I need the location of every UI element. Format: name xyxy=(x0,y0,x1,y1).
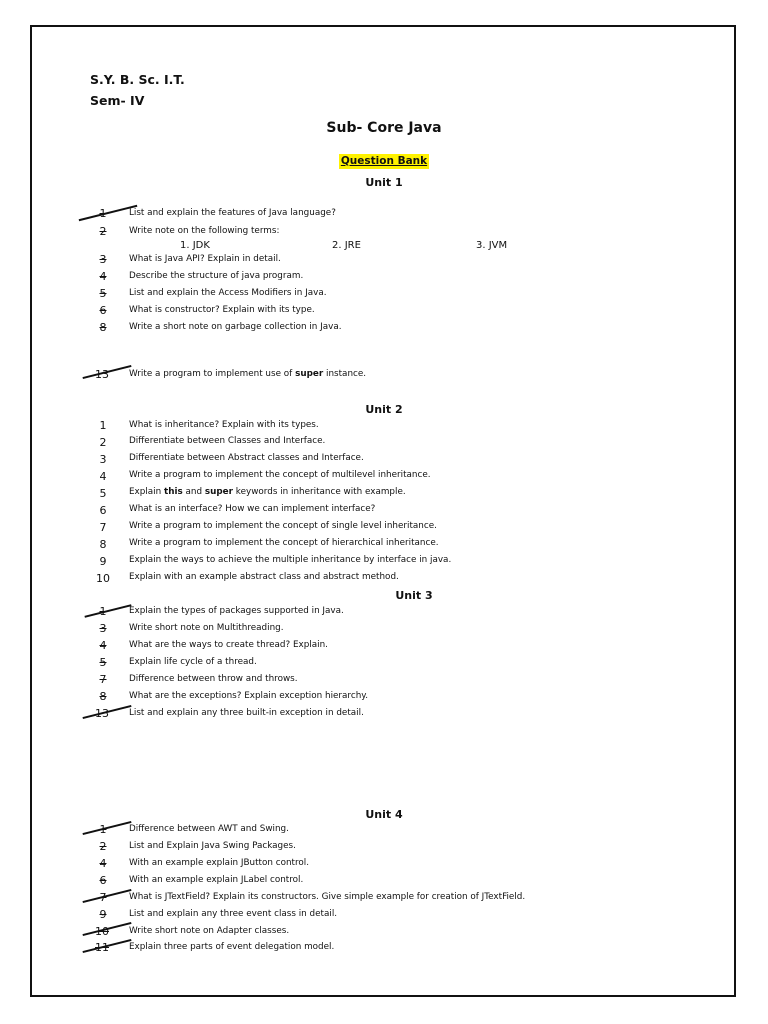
unit3-q1-number: 1 xyxy=(99,605,107,618)
unit1-q5-text: List and explain the Access Modifiers in Java. xyxy=(129,288,327,298)
unit4-q4-number: 4 xyxy=(99,857,107,870)
unit1-q8-number: 8 xyxy=(99,321,107,334)
unit3-q7-number: 7 xyxy=(99,673,107,686)
unit2-q4-text: Write a program to implement the concept of multilevel inheritance. xyxy=(129,470,431,480)
unit1-q3-number: 3 xyxy=(99,253,107,266)
unit4-q6-text: With an example explain JLabel control. xyxy=(129,875,304,885)
unit4-heading: Unit 4 xyxy=(365,808,403,821)
subject-title: Sub- Core Java xyxy=(326,120,442,136)
unit2-q7-text: Write a program to implement the concept of single level inheritance. xyxy=(129,521,437,531)
unit4-q4-text: With an example explain JButton control. xyxy=(129,858,310,868)
semester-label: Sem- IV xyxy=(90,93,145,108)
unit1-q5-number: 5 xyxy=(99,287,107,300)
unit2-q3-number: 3 xyxy=(99,453,107,466)
unit3-q8-text: What are the exceptions? Explain exception hierarchy. xyxy=(129,691,369,701)
unit1-q13-text: Write a program to implement use of super instance. xyxy=(129,369,367,379)
term-jre: 2. JRE xyxy=(332,240,361,251)
unit2-q5-text: Explain this and super keywords in inheritance with example. xyxy=(129,487,406,497)
unit1-q2-number: 2 xyxy=(99,225,107,238)
unit1-q4-number: 4 xyxy=(99,270,107,283)
unit2-q8-number: 8 xyxy=(99,538,107,551)
unit4-q10-number: 10 xyxy=(95,925,109,938)
unit4-q10-text: Write short note on Adapter classes. xyxy=(129,926,290,936)
unit1-q13-number: 13 xyxy=(95,368,109,381)
unit4-q1-number: 1 xyxy=(99,823,107,836)
unit3-heading: Unit 3 xyxy=(395,589,433,602)
unit2-q9-text: Explain the ways to achieve the multiple inheritance by interface in java. xyxy=(129,555,452,565)
unit4-q2-text: List and Explain Java Swing Packages. xyxy=(129,841,296,851)
term-jdk: 1. JDK xyxy=(180,240,210,251)
unit1-q8-text: Write a short note on garbage collection in Java. xyxy=(129,322,342,332)
unit3-q1-text: Explain the types of packages supported in Java. xyxy=(129,606,344,616)
unit2-q6-text: What is an interface? How we can implement interface? xyxy=(129,504,376,514)
unit4-q7-text: What is JTextField? Explain its constructors. Give simple example for creation of JTextField. xyxy=(129,892,526,902)
unit3-q5-text: Explain life cycle of a thread. xyxy=(129,657,257,667)
unit1-q1-number: 1 xyxy=(99,207,107,220)
unit2-q10-number: 10 xyxy=(96,572,110,585)
unit4-q11-text: Explain three parts of event delegation model. xyxy=(129,942,335,952)
unit4-q9-number: 9 xyxy=(99,908,107,921)
unit1-q1-text: List and explain the features of Java language? xyxy=(129,208,336,218)
unit4-q11-number: 11 xyxy=(95,941,109,954)
question-bank-label: Question Bank xyxy=(340,155,428,167)
unit2-heading: Unit 2 xyxy=(365,403,403,416)
unit2-q2-number: 2 xyxy=(99,436,107,449)
unit2-q2-text: Differentiate between Classes and Interface. xyxy=(129,436,326,446)
unit4-q1-text: Difference between AWT and Swing. xyxy=(129,824,289,834)
unit2-q1-number: 1 xyxy=(99,419,107,432)
unit3-q7-text: Difference between throw and throws. xyxy=(129,674,298,684)
unit3-q13-text: List and explain any three built-in exception in detail. xyxy=(129,708,364,718)
unit2-q10-text: Explain with an example abstract class and abstract method. xyxy=(129,572,399,582)
unit2-q5-number: 5 xyxy=(99,487,107,500)
unit2-q9-number: 9 xyxy=(99,555,107,568)
unit1-heading: Unit 1 xyxy=(365,176,403,189)
unit2-q6-number: 6 xyxy=(99,504,107,517)
unit4-q2-number: 2 xyxy=(99,840,107,853)
course-label: S.Y. B. Sc. I.T. xyxy=(90,72,185,87)
unit3-q13-number: 13 xyxy=(95,707,109,720)
unit1-q2-text: Write note on the following terms: xyxy=(129,226,280,236)
unit4-q6-number: 6 xyxy=(99,874,107,887)
unit1-q6-number: 6 xyxy=(99,304,107,317)
unit1-q6-text: What is constructor? Explain with its type. xyxy=(129,305,315,315)
unit2-q4-number: 4 xyxy=(99,470,107,483)
unit2-q3-text: Differentiate between Abstract classes and Interface. xyxy=(129,453,364,463)
unit1-q4-text: Describe the structure of java program. xyxy=(129,271,304,281)
unit3-q3-number: 3 xyxy=(99,622,107,635)
unit2-q7-number: 7 xyxy=(99,521,107,534)
unit1-q3-text: What is Java API? Explain in detail. xyxy=(129,254,281,264)
unit3-q4-text: What are the ways to create thread? Explain. xyxy=(129,640,328,650)
unit3-q3-text: Write short note on Multithreading. xyxy=(129,623,284,633)
unit4-q7-number: 7 xyxy=(99,891,107,904)
unit3-q4-number: 4 xyxy=(99,639,107,652)
term-jvm: 3. JVM xyxy=(476,240,508,251)
unit4-q9-text: List and explain any three event class in detail. xyxy=(129,909,338,919)
unit3-q5-number: 5 xyxy=(99,656,107,669)
unit1-terms-list xyxy=(0,240,768,252)
unit2-q8-text: Write a program to implement the concept of hierarchical inheritance. xyxy=(129,538,439,548)
unit2-q1-text: What is inheritance? Explain with its types. xyxy=(129,420,319,430)
unit3-q8-number: 8 xyxy=(99,690,107,703)
